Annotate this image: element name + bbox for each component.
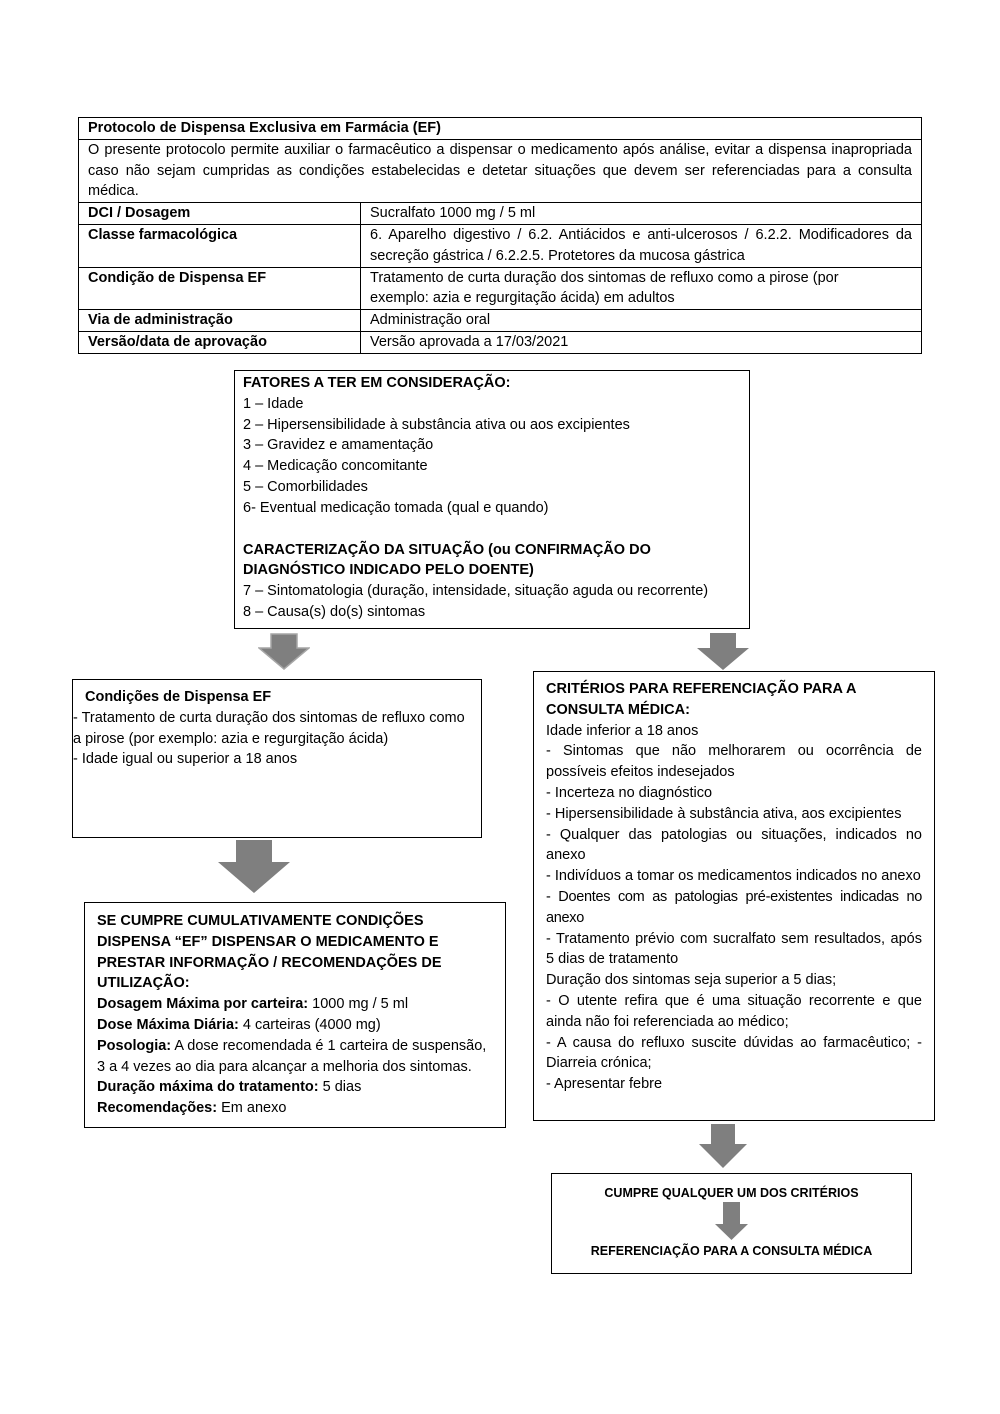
referral-condition: CUMPRE QUALQUER UM DOS CRITÉRIOS (604, 1186, 859, 1200)
dispense-label: Posologia: (97, 1037, 172, 1054)
row-label: Condição de Dispensa EF (79, 267, 361, 310)
dispense-value: 4 carteiras (4000 mg) (238, 1016, 381, 1033)
dispense-line (97, 994, 493, 1015)
dispense-box (84, 902, 506, 1128)
row-value: Tratamento de curta duração dos sintomas de refluxo como a pirose (por exemplo: azia e regurgitação ácida) em adultos (361, 267, 922, 310)
dispense-line (97, 1036, 493, 1078)
criteria-item: - A causa do refluxo suscite dúvidas ao farmacêutico; - Diarreia crónica; (546, 1034, 922, 1072)
criteria-item: Duração dos sintomas seja superior a 5 dias; (546, 972, 837, 989)
dispense-value: 1000 mg / 5 ml (308, 996, 409, 1013)
dispense-label: Dosagem Máxima por carteira: (97, 996, 309, 1013)
criteria-item: - Incerteza no diagnóstico (546, 784, 713, 801)
dispense-line (97, 1098, 493, 1119)
factor-item: 4 – Medicação concomitante (243, 458, 428, 475)
table-row (79, 331, 922, 353)
dispense-label: Dose Máxima Diária: (97, 1016, 239, 1033)
row-value: Versão aprovada a 17/03/2021 (361, 331, 922, 353)
condition-item: - Tratamento de curta duração dos sintomas de refluxo como a pirose (por exemplo: azia e regurgitação ácida) (73, 709, 465, 747)
dispense-value: Em anexo (217, 1100, 287, 1117)
condition-item: - Idade igual ou superior a 18 anos (73, 751, 298, 768)
criteria-item: - Doentes com as patologias pré-existentes indicadas no anexo (546, 888, 922, 926)
situation-item: 7 – Sintomatologia (duração, intensidade, situação aguda ou recorrente) (243, 583, 709, 600)
situation-title: CARACTERIZAÇÃO DA SITUAÇÃO (ou CONFIRMAÇÃO DO DIAGNÓSTICO INDICADO PELO DOENTE) (243, 541, 651, 579)
referral-action: REFERENCIAÇÃO PARA A CONSULTA MÉDICA (590, 1244, 873, 1258)
table-row (79, 224, 922, 267)
factor-item: 3 – Gravidez e amamentação (243, 437, 434, 454)
row-label: Versão/data de aprovação (79, 331, 361, 353)
dispense-line (97, 1015, 493, 1036)
down-arrow-icon (258, 633, 310, 670)
factor-item: 6- Eventual medicação tomada (qual e quando) (243, 499, 549, 516)
table-row (79, 310, 922, 332)
conditions-box (72, 679, 482, 838)
criteria-item: - O utente refira que é uma situação recorrente e que ainda não foi referenciada ao médico; (546, 992, 922, 1030)
dispense-label: Recomendações: (97, 1100, 218, 1117)
dispense-value: A dose recomendada é 1 carteira de suspensão, 3 a 4 vezes ao dia para alcançar a melhoria dos sintomas. (97, 1037, 487, 1075)
factor-item: 1 – Idade (243, 395, 304, 412)
situation-item: 8 – Causa(s) do(s) sintomas (243, 603, 426, 620)
table-row (79, 203, 922, 225)
protocol-table (78, 117, 922, 354)
dispense-value: 5 dias (318, 1079, 362, 1096)
criteria-title: CRITÉRIOS PARA REFERENCIAÇÃO PARA A CONSULTA MÉDICA: (546, 681, 856, 718)
row-value: Administração oral (361, 310, 922, 332)
criteria-item: - Qualquer das patologias ou situações, indicados no anexo (546, 826, 922, 864)
row-value: Sucralfato 1000 mg / 5 ml (361, 203, 922, 225)
protocol-intro: O presente protocolo permite auxiliar o farmacêutico a dispensar o medicamento após análise, evitar a dispensa inapropriada caso não sejam cumpridas as condições estabelecidas e detetar situações que devem ser referenciadas para a consulta médica. (79, 139, 922, 202)
down-arrow-icon (218, 840, 290, 893)
factors-title: FATORES A TER EM CONSIDERAÇÃO: (243, 375, 511, 391)
conditions-title: Condições de Dispensa EF (85, 689, 272, 705)
criteria-item: - Sintomas que não melhorarem ou ocorrência de possíveis efeitos indesejados (546, 743, 922, 781)
criteria-item: - Apresentar febre (546, 1076, 663, 1093)
dispense-title: SE CUMPRE CUMULATIVAMENTE CONDIÇÕES DISPENSA “EF” DISPENSAR O MEDICAMENTO E PRESTAR INFORMAÇÃO / RECOMENDAÇÕES DE UTILIZAÇÃO: (97, 913, 442, 992)
down-arrow-icon (697, 633, 749, 670)
dispense-label: Duração máxima do tratamento: (97, 1079, 319, 1096)
row-label: Classe farmacológica (79, 224, 361, 267)
criteria-item: - Tratamento prévio com sucralfato sem resultados, após 5 dias de tratamento (546, 930, 922, 968)
row-label: DCI / Dosagem (79, 203, 361, 225)
factors-box (234, 370, 750, 629)
table-row (79, 267, 922, 310)
criteria-item: - Indivíduos a tomar os medicamentos indicados no anexo (546, 868, 921, 885)
down-arrow-icon (715, 1202, 748, 1240)
criteria-item: Idade inferior a 18 anos (546, 722, 699, 739)
criteria-item: - Hipersensibilidade à substância ativa, aos excipientes (546, 805, 902, 822)
row-label: Via de administração (79, 310, 361, 332)
factor-item: 5 – Comorbilidades (243, 478, 368, 495)
factor-item: 2 – Hipersensibilidade à substância ativa ou aos excipientes (243, 416, 630, 433)
referral-box (551, 1173, 912, 1274)
dispense-line (97, 1077, 493, 1098)
criteria-box (533, 671, 935, 1121)
down-arrow-icon (699, 1124, 747, 1168)
row-value: 6. Aparelho digestivo / 6.2. Antiácidos e anti-ulcerosos / 6.2.2. Modificadores da secreção gástrica / 6.2.2.5. Protetores da mucosa gástrica (361, 224, 922, 267)
protocol-title: Protocolo de Dispensa Exclusiva em Farmácia (EF) (79, 118, 922, 140)
